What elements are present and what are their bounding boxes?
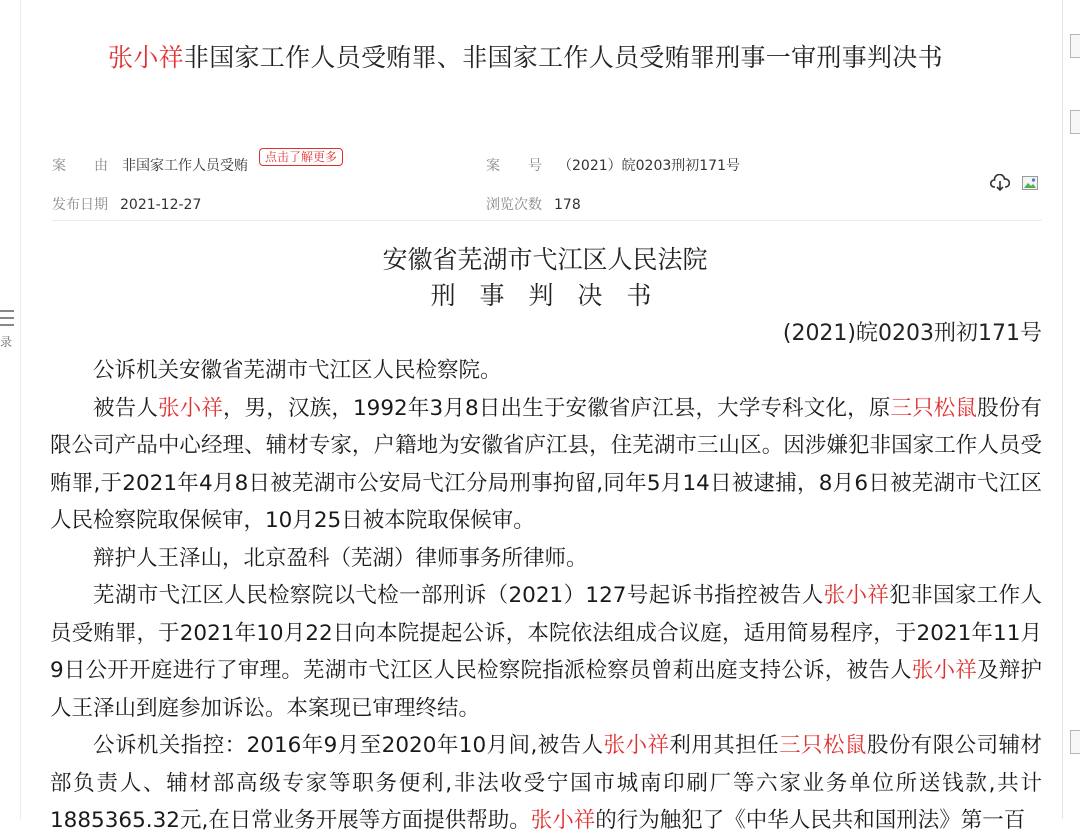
text: 及辩护人王泽山到庭参加诉讼。本案现已审理终结。 <box>50 658 1042 721</box>
text: 公诉机关安徽省芜湖市弋江区人民检察院。 <box>93 358 502 383</box>
catalog-toggle[interactable] <box>0 310 16 350</box>
publish-date-label: 发布日期 <box>52 197 108 213</box>
case-cause <box>52 155 248 175</box>
defendant-name-link[interactable]: 张小祥 <box>530 808 596 833</box>
text: 利用其担任 <box>669 733 780 758</box>
publish-date-value: 2021-12-27 <box>120 197 202 213</box>
defendant-name-link[interactable]: 张小祥 <box>603 733 670 758</box>
case-number-label: 案 号 <box>486 158 542 174</box>
side-panel-tab[interactable] <box>1070 34 1080 58</box>
case-number <box>486 155 740 175</box>
publish-date <box>52 194 201 214</box>
document-title <box>108 38 943 74</box>
view-count-label: 浏览次数 <box>486 197 542 213</box>
defendant-name-link[interactable]: 张小祥 <box>823 583 890 608</box>
header-divider <box>52 220 1042 221</box>
toolbar <box>990 172 1039 192</box>
side-panel-tab[interactable] <box>1070 110 1080 134</box>
text: ，男，汉族，1992年3月8日出生于安徽省庐江县，大学专科文化，原 <box>223 395 891 421</box>
download-icon[interactable] <box>990 174 1010 192</box>
image-icon[interactable] <box>1021 174 1039 192</box>
case-number-value: （2021）皖0203刑初171号 <box>558 158 740 174</box>
company-name-link[interactable]: 三只松鼠 <box>779 733 867 758</box>
text: 芜湖市弋江区人民检察院以弋检一部刑诉（2021）127号起诉书指控被告人 <box>93 583 824 608</box>
document-case-number: (2021)皖0203刑初171号 <box>782 321 1042 346</box>
text: 股份有限公司辅材部负责人、辅材部高级专家等职务便利,非法收受宁国市城南印刷厂等六家业务单位所送钱款,共计1885365.32元,在日常业务开展等方面提供帮助。 <box>50 733 1042 833</box>
title-defendant-name: 张小祥 <box>108 43 184 72</box>
text: 的行为触犯了《中华人民共和国刑法》第一百 <box>595 808 1026 833</box>
case-cause-label: 案 由 <box>52 158 108 174</box>
title-text: 非国家工作人员受贿罪、非国家工作人员受贿罪刑事一审刑事判决书 <box>183 43 943 72</box>
defendant-name-link[interactable]: 张小祥 <box>911 658 978 683</box>
paragraph-charges <box>50 727 1042 840</box>
text: 辩护人王泽山，北京盈科（芜湖）律师事务所律师。 <box>93 545 588 571</box>
page-left-border <box>20 0 21 819</box>
document-type: 刑 事 判 决 书 <box>430 281 660 310</box>
judgment-body <box>50 352 1042 840</box>
text: 股份有限公司产品中心经理、辅材专家，户籍地为安徽省庐江县，住芜湖市三山区。因涉嫌犯非国家工作人员受贿罪,于2021年4月8日被芜湖市公安局弋江分局刑事拘留,同年5月14日被逮捕，8月6日被芜湖市弋江区人民检察院取保候审，10月25日被本院取保候审。 <box>50 395 1042 533</box>
court-name: 安徽省芜湖市弋江区人民法院 <box>382 245 708 274</box>
company-name-link[interactable]: 三只松鼠 <box>890 395 978 421</box>
paragraph-defendant <box>50 390 1042 540</box>
view-count <box>486 194 581 214</box>
catalog-label: 录 <box>0 335 13 349</box>
paragraph-defender <box>50 540 1042 578</box>
view-count-value: 178 <box>554 197 581 213</box>
catalog-icon <box>0 310 14 326</box>
learn-more-button[interactable]: 点击了解更多 <box>259 148 343 166</box>
case-cause-value: 非国家工作人员受贿 <box>122 158 248 174</box>
page-right-border <box>1062 0 1063 819</box>
text: 犯非国家工作人员受贿罪，于2021年10月22日向本院提起公诉，本院依法组成合议庭，适用简易程序，于2021年11月9日公开开庭进行了审理。芜湖市弋江区人民检察院指派检察员曾莉出庭支持公诉，被告人 <box>50 583 1042 683</box>
defendant-name-link[interactable]: 张小祥 <box>158 395 223 421</box>
text: 被告人 <box>93 395 158 421</box>
paragraph-procedure <box>50 577 1042 727</box>
side-panel-tab[interactable] <box>1070 730 1080 754</box>
paragraph-prosecutor <box>50 352 1042 390</box>
text: 公诉机关指控：2016年9月至2020年10月间,被告人 <box>93 733 604 758</box>
